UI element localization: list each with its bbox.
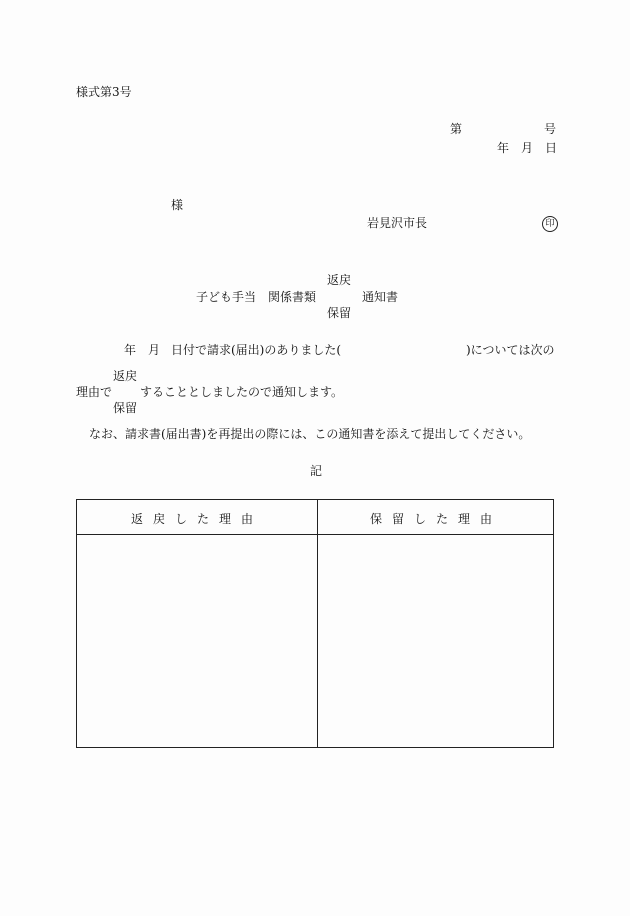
title-part2: 通知書: [362, 290, 399, 304]
recipient-suffix: 様: [171, 198, 184, 212]
date-month: 月: [521, 141, 534, 155]
body-line1-mid: 日付で請求(届出)のありました(: [171, 343, 342, 357]
body-line2-suffix: することとしましたので通知します。: [140, 385, 344, 399]
return-reason-header: 返戻した理由: [130, 512, 263, 526]
date-day: 日: [545, 141, 558, 155]
title-option-hold: 保留: [327, 306, 352, 320]
body-option-hold: 保留: [113, 401, 138, 415]
body-line2-prefix: 理由で: [76, 385, 113, 399]
doc-number-suffix: 号: [544, 122, 557, 136]
seal-mark: 印: [542, 216, 558, 232]
issuer-name: 岩見沢市長: [367, 216, 428, 230]
hold-reason-header: 保留した理由: [369, 512, 502, 526]
title-part1: 子ども手当 関係書類: [196, 290, 317, 304]
body-year: 年: [124, 343, 137, 357]
ki-heading: 記: [310, 464, 323, 478]
return-reason-cell[interactable]: [77, 535, 317, 747]
hold-reason-cell[interactable]: [318, 535, 553, 747]
title-option-return: 返戻: [327, 273, 352, 287]
body-note: なお、請求書(届出書)を再提出の際には、この通知書を添えて提出してください。: [89, 427, 531, 441]
reasons-table: [76, 499, 554, 748]
form-number: 様式第3号: [76, 85, 132, 99]
body-line1-end: )については次の: [466, 343, 555, 357]
body-option-return: 返戻: [113, 369, 138, 383]
doc-number-prefix: 第: [450, 122, 463, 136]
body-month: 月: [148, 343, 161, 357]
date-year: 年: [497, 141, 510, 155]
